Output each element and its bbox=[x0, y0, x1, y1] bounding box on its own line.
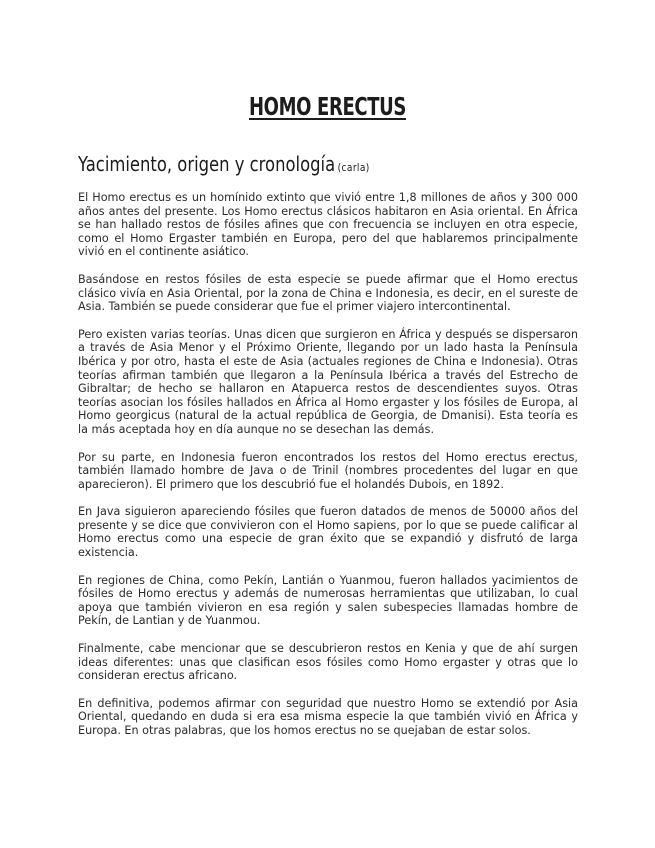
paragraph: El Homo erectus es un homínido extinto que vivió entre 1,8 millones de años y 300 000 años antes del presente. Los Homo erectus clásicos habitaron en Asia oriental. En África se han hallado restos de fósiles afines que con frecuencia se incluyen en otra especie, como el Homo Ergaster también en Europa, pero del que hablaremos principalmente vivió en el continente asiático. bbox=[78, 191, 578, 259]
paragraph: Finalmente, cabe mencionar que se descubrieron restos en Kenia y que de ahí surgen ideas diferentes: unas que clasifican esos fósiles como Homo ergaster y otras que lo consideran erectus africano. bbox=[78, 642, 578, 683]
paragraph: Pero existen varias teorías. Unas dicen que surgieron en África y después se dispersaron a través de Asia Menor y el Próximo Oriente, llegando por un lado hasta la Península Ibérica y por otro, hasta el este de Asia (actuales regiones de China e Indonesia). Otras teorías afirman también que llegaron a la Península Ibérica a través del Estrecho de Gibraltar; de hecho se hallaron en Atapuerca restos de descendientes suyos. Otras teorías asocian los fósiles hallados en África al Homo ergaster y los fósiles de Europa, al Homo georgicus (natural de la actual república de Georgia, de Dmanisi). Esta teoría es la más aceptada hoy en día aunque no se desechan las demás. bbox=[78, 327, 578, 436]
author-tag: (carla) bbox=[337, 161, 370, 174]
paragraph: En Java siguieron apareciendo fósiles que fueron datados de menos de 50000 años del presente y se dice que convivieron con el Homo sapiens, por lo que se puede calificar al Homo erectus como una especie de gran éxito que se expandió y disfrutó de larga existencia. bbox=[78, 505, 578, 560]
document-title: HOMO ERECTUS bbox=[248, 92, 407, 121]
body-text bbox=[78, 191, 578, 752]
paragraph: Basándose en restos fósiles de esta especie se puede afirmar que el Homo erectus clásico vivía en Asia Oriental, por la zona de China e Indonesia, es decir, en el sureste de Asia. También se puede considerar que fue el primer viajero intercontinental. bbox=[78, 272, 578, 314]
paragraph: Por su parte, en Indonesia fueron encontrados los restos del Homo erectus erectus, también llamado hombre de Java o de Trinil (nombres procedentes del lugar en que aparecieron). El primero que los descubrió fue el holandés Dubois, en 1892. bbox=[78, 450, 578, 491]
section-heading bbox=[78, 152, 370, 176]
paragraph: En regiones de China, como Pekín, Lantián o Yuanmou, fueron hallados yacimientos de fósiles de Homo erectus y además de numerosas herramientas que utilizaban, lo cual apoya que también vivieron en esa región y salen subespecies llamadas hombre de Pekín, de Lantian y de Yuanmou. bbox=[78, 573, 578, 628]
section-heading-text: Yacimiento, origen y cronología bbox=[78, 152, 336, 176]
paragraph: En definitiva, podemos afirmar con seguridad que nuestro Homo se extendió por Asia Oriental, quedando en duda si era esa misma especie la que también vivió en África y Europa. En otras palabras, que los homos erectus no se quejaban de estar solos. bbox=[78, 696, 578, 737]
